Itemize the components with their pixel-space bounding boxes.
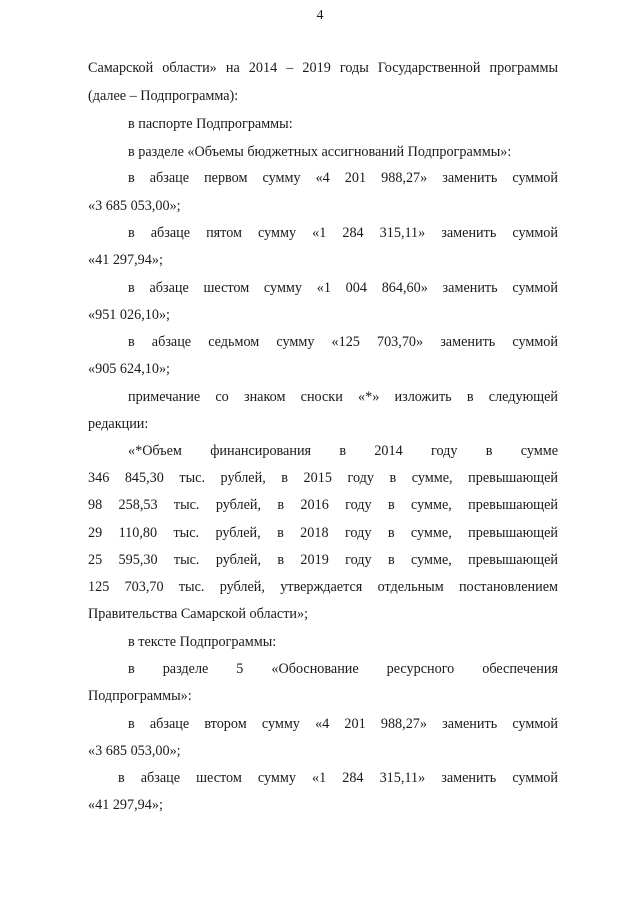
text-line-10: «951 026,10»; (88, 307, 170, 323)
text-line-6: «3 685 053,00»; (88, 198, 181, 214)
text-line-26: «3 685 053,00»; (88, 743, 181, 759)
text-line-3: в паспорте Подпрограммы: (128, 116, 293, 132)
text-line-2: (далее – Подпрограмма): (88, 88, 239, 104)
text-line-21: Правительства Самарской области»; (88, 606, 309, 622)
text-line-8: «41 297,94»; (88, 252, 163, 268)
text-line-27: в абзаце шестом сумму «1 284 315,11» заменить суммой (118, 770, 558, 786)
text-line-14: редакции: (88, 416, 149, 432)
text-line-16: 346 845,30 тыс. рублей, в 2015 году в сумме, превышающей (88, 470, 558, 486)
text-line-23: в разделе 5 «Обоснование ресурсного обеспечения (128, 661, 558, 677)
text-line-15: «*Объем финансирования в 2014 году в сумме (128, 443, 558, 459)
text-line-4: в разделе «Объемы бюджетных ассигнований Подпрограммы»: (128, 144, 512, 160)
text-line-7: в абзаце пятом сумму «1 284 315,11» заменить суммой (128, 225, 558, 241)
text-line-25: в абзаце втором сумму «4 201 988,27» заменить суммой (128, 716, 558, 732)
text-line-28: «41 297,94»; (88, 797, 163, 813)
text-line-22: в тексте Подпрограммы: (128, 634, 277, 650)
text-line-13: примечание со знаком сноски «*» изложить в следующей (128, 389, 558, 405)
text-line-1: Самарской области» на 2014 – 2019 годы Государственной программы (88, 60, 558, 76)
text-line-17: 98 258,53 тыс. рублей, в 2016 году в сумме, превышающей (88, 497, 558, 513)
text-line-5: в абзаце первом сумму «4 201 988,27» заменить суммой (128, 170, 558, 186)
text-line-12: «905 624,10»; (88, 361, 170, 377)
text-line-11: в абзаце седьмом сумму «125 703,70» заменить суммой (128, 334, 558, 350)
text-line-9: в абзаце шестом сумму «1 004 864,60» заменить суммой (128, 280, 558, 296)
page-number: 4 (316, 8, 324, 23)
text-line-20: 125 703,70 тыс. рублей, утверждается отдельным постановлением (88, 579, 558, 595)
text-line-24: Подпрограммы»: (88, 688, 192, 704)
text-line-19: 25 595,30 тыс. рублей, в 2019 году в сумме, превышающей (88, 552, 558, 568)
text-line-18: 29 110,80 тыс. рублей, в 2018 году в сумме, превышающей (88, 525, 558, 541)
